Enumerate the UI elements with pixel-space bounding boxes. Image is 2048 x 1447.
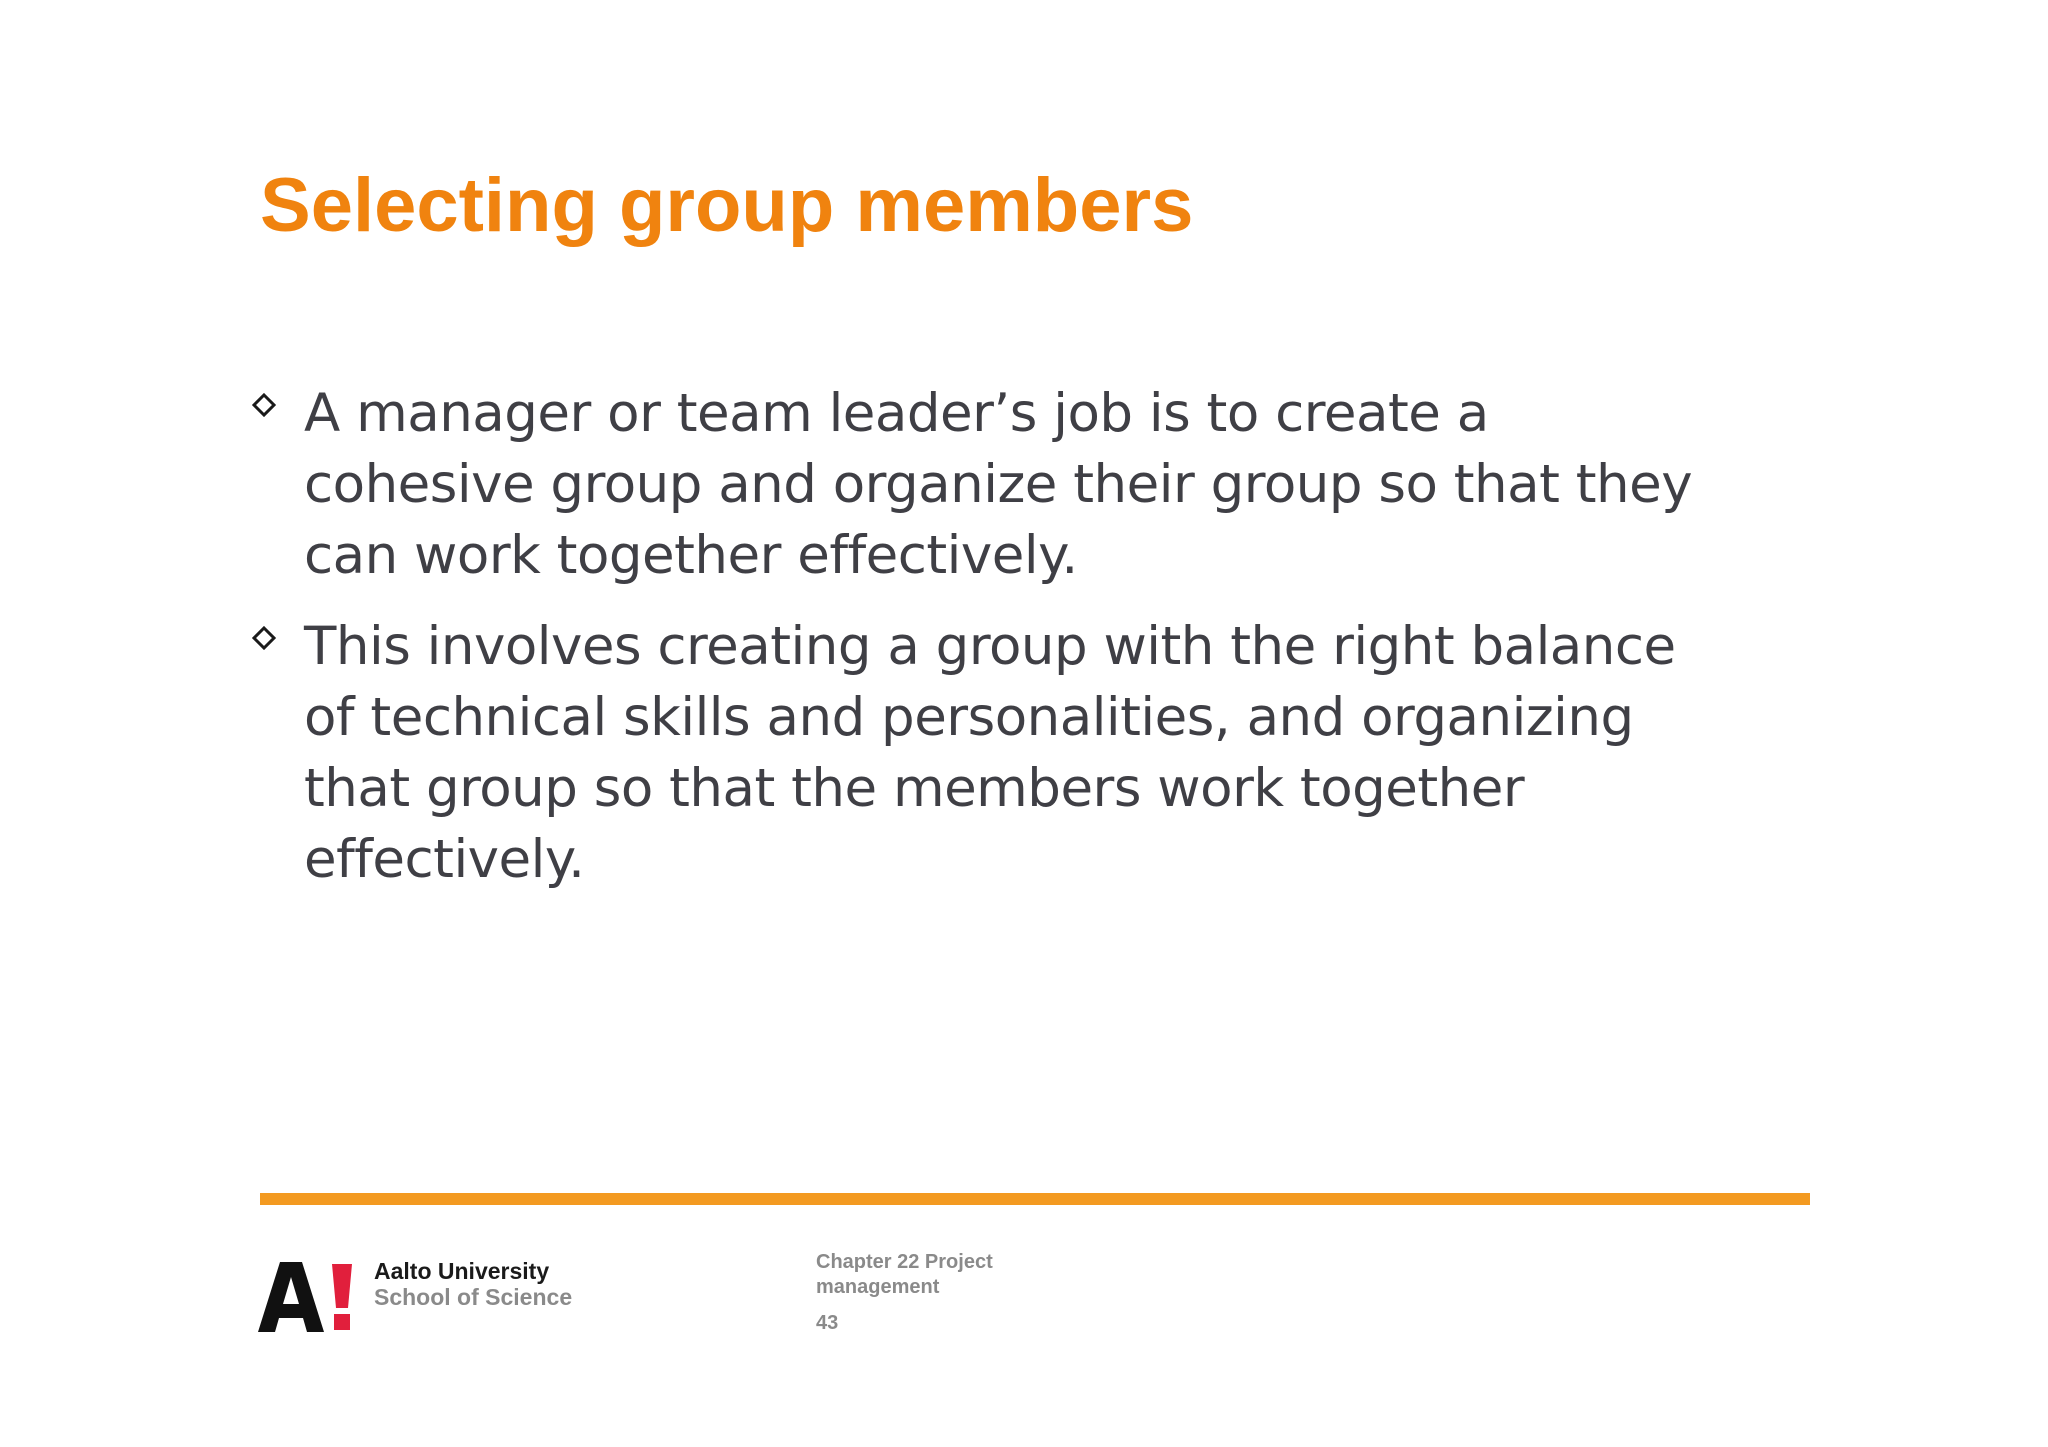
diamond-bullet-icon [252,393,276,417]
aalto-logo [258,1262,354,1332]
bullet-item [246,378,1726,591]
page-number: 43 [816,1312,839,1334]
bullet-text: This involves creating a group with the right balance of technical skills and personalities, and organizing that group so that the members work together effectively. [304,616,1676,890]
school-name: School of Science [374,1284,573,1311]
bullet-item [246,611,1726,895]
organization-block [374,1258,572,1311]
bullet-text: A manager or team leader’s job is to create a cohesive group and organize their group so that they can work together effectively. [304,383,1693,586]
diamond-bullet-icon [252,626,276,650]
footer-divider [260,1193,1810,1205]
bullet-list [246,378,1726,915]
chapter-label: Chapter 22 Project management [816,1251,993,1298]
slide-title: Selecting group members [260,163,1194,248]
organization-name: Aalto University [374,1258,550,1284]
